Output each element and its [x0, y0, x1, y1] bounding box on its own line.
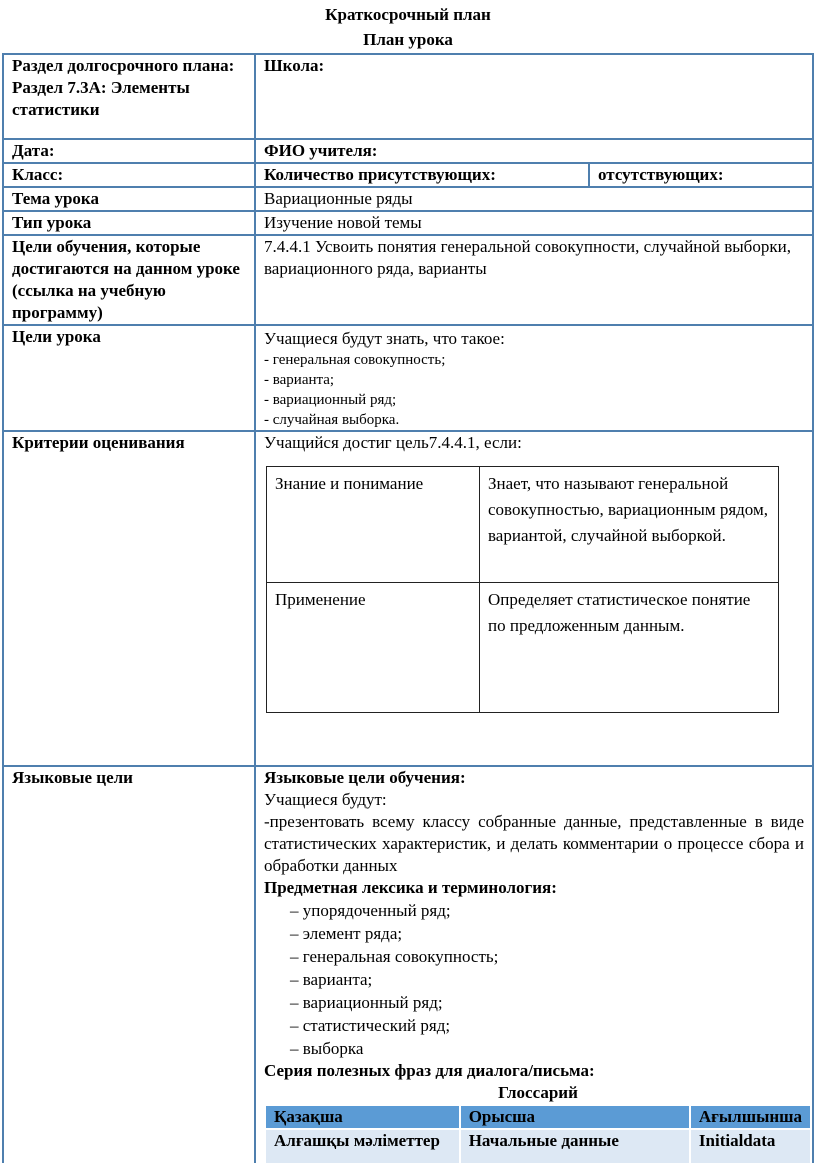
criteria-desc: Знает, что называют генеральной совокупностью, вариационным рядом, вариантой, случайной выборкой. [480, 467, 779, 583]
criteria-cell [255, 431, 813, 766]
section-label: Раздел долгосрочного плана: [12, 56, 235, 75]
goal-item: - вариационный ряд; [264, 392, 397, 408]
goal-item: - варианта; [264, 372, 335, 388]
glossary-cell: Алғашқы мәліметтер [265, 1129, 460, 1163]
lang-cell [255, 766, 813, 1163]
lesson-goals-label: Цели урока [3, 325, 255, 431]
criteria-level: Применение [267, 583, 480, 713]
goal-item: - генеральная совокупность; [264, 352, 446, 368]
criteria-table [266, 466, 779, 713]
type-label: Тип урока [3, 211, 255, 235]
glossary-title: Глоссарий [498, 1083, 578, 1102]
school-cell: Школа: [255, 54, 813, 139]
lang-label: Языковые цели [3, 766, 255, 1163]
vocab-heading: Предметная лексика и терминология: [264, 878, 557, 897]
topic-value: Вариационные ряды [255, 187, 813, 211]
lang-intro: Учащиеся будут: [264, 790, 387, 809]
lang-text: -презентовать всему классу собранные данные, представленные в виде статистических характеристик, и делать комментарии о процессе сбора и обработки данных [264, 812, 804, 875]
document-subtitle: План урока [363, 30, 453, 49]
class-cell: Класс: [3, 163, 255, 187]
glossary-table [264, 1104, 812, 1163]
phrases-heading: Серия полезных фраз для диалога/письма: [264, 1061, 595, 1080]
date-cell: Дата: [3, 139, 255, 163]
glossary-header: Орысша [460, 1105, 690, 1129]
section-cell [3, 54, 255, 139]
criteria-label: Критерии оценивания [3, 431, 255, 766]
glossary-cell: Начальные данные [460, 1129, 690, 1163]
vocab-item: – вариационный ряд; [290, 991, 812, 1014]
glossary-header: Қазақша [265, 1105, 460, 1129]
vocab-item: – варианта; [290, 968, 812, 991]
lesson-goals-cell [255, 325, 813, 431]
criteria-intro: Учащийся достиг цель7.4.4.1, если: [264, 433, 522, 452]
type-value: Изучение новой темы [255, 211, 813, 235]
objectives-value: 7.4.4.1 Усвоить понятия генеральной совокупности, случайной выборки, вариационного ряда, варианты [255, 235, 813, 325]
goal-item: - случайная выборка. [264, 412, 400, 428]
present-cell: Количество присутствующих: [255, 163, 589, 187]
lesson-goals-intro: Учащиеся будут знать, что такое: [264, 329, 505, 348]
teacher-cell: ФИО учителя: [255, 139, 813, 163]
section-value: Раздел 7.3А: Элементы статистики [12, 78, 190, 119]
lang-heading: Языковые цели обучения: [264, 768, 466, 787]
document-title: Краткосрочный план [325, 5, 491, 24]
criteria-desc: Определяет статистическое понятие по предложенным данным. [480, 583, 779, 713]
vocab-item: – генеральная совокупность; [290, 945, 812, 968]
glossary-header: Ағылшынша [690, 1105, 811, 1129]
topic-label: Тема урока [3, 187, 255, 211]
vocab-item: – статистический ряд; [290, 1014, 812, 1037]
glossary-cell: Initialdata [690, 1129, 811, 1163]
objectives-label: Цели обучения, которые достигаются на данном уроке (ссылка на учебную программу) [3, 235, 255, 325]
lesson-plan-table [2, 53, 814, 1163]
criteria-level: Знание и понимание [267, 467, 480, 583]
vocab-item: – упорядоченный ряд; [290, 899, 812, 922]
vocab-item: – элемент ряда; [290, 922, 812, 945]
vocab-item: – выборка [290, 1037, 812, 1060]
absent-cell: отсутствующих: [589, 163, 813, 187]
vocab-list [264, 899, 812, 1060]
